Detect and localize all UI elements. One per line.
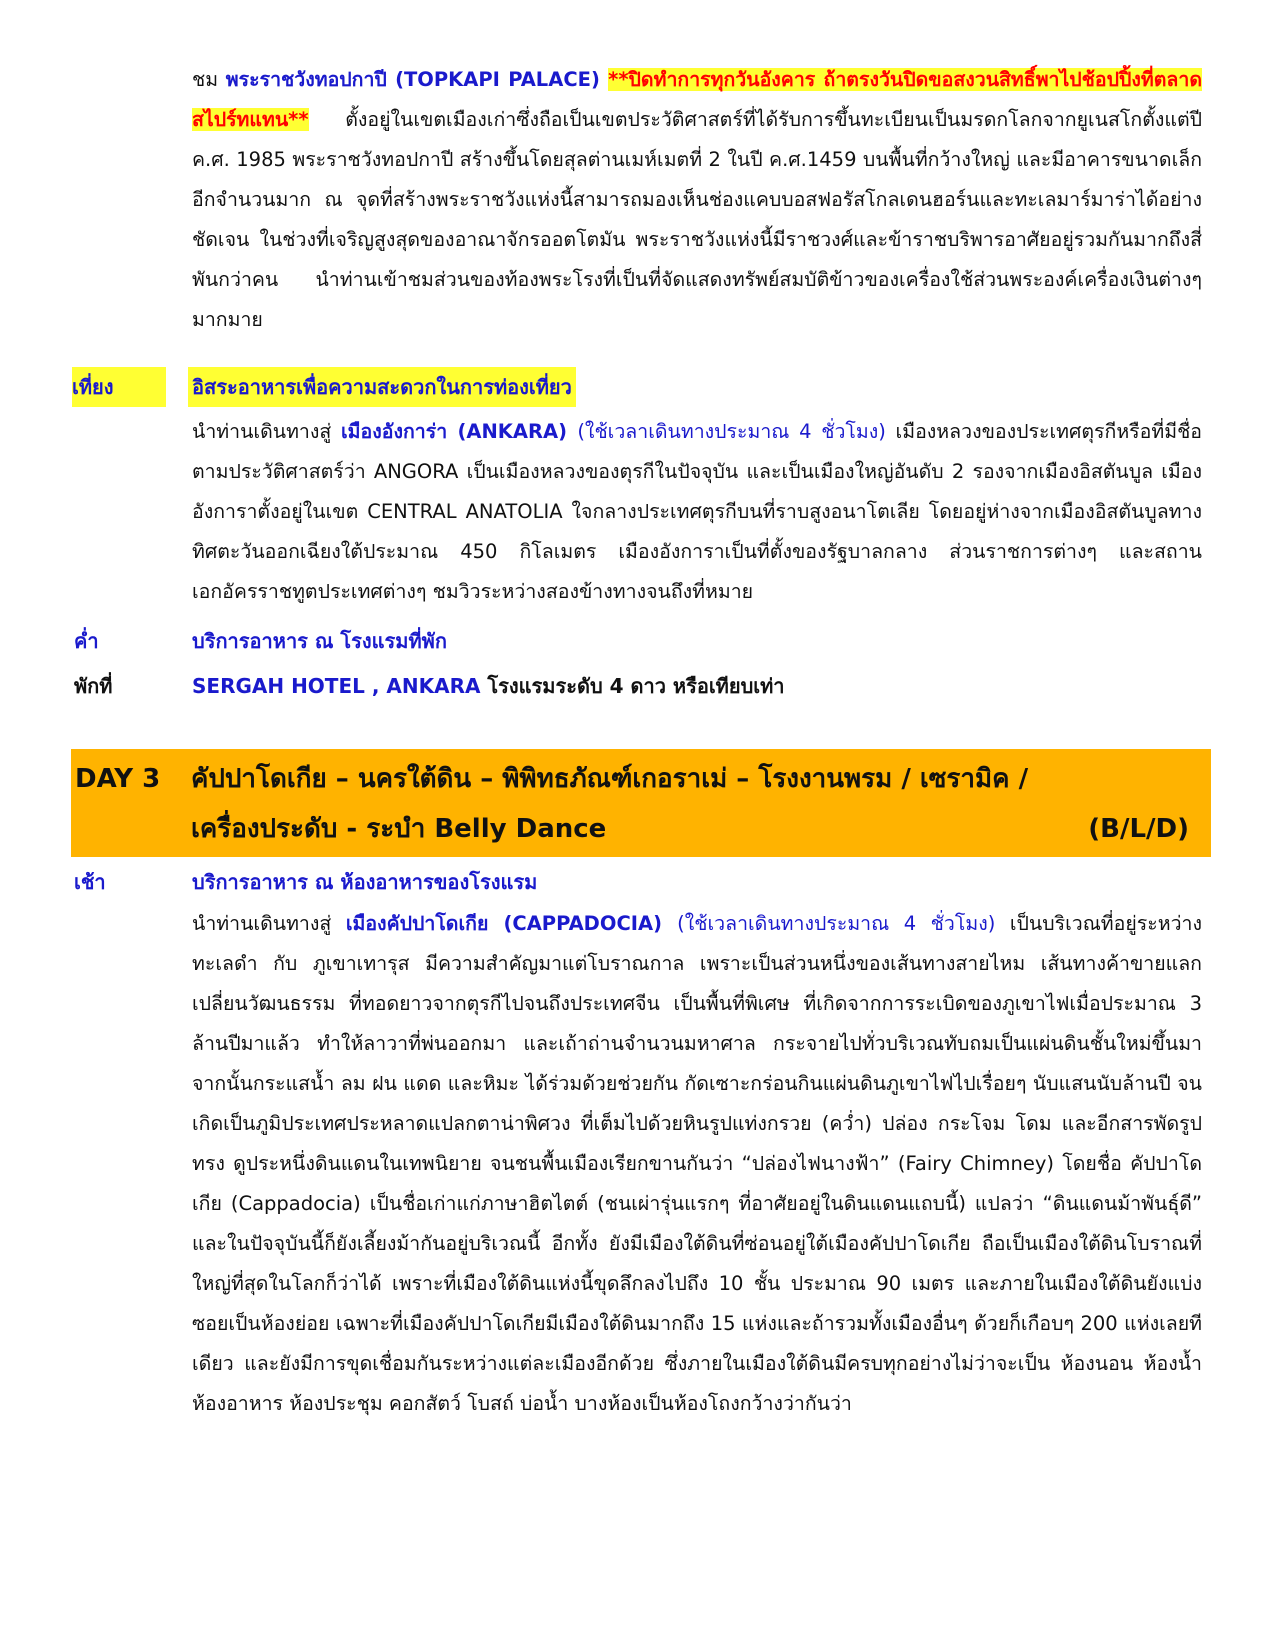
ankara-place-name: เมืองอังการ่า (ANKARA) — [341, 420, 578, 443]
ankara-paragraph — [192, 412, 1202, 612]
day3-meals: (B/L/D) — [1088, 814, 1189, 844]
hotel-name: SERGAH HOTEL , ANKARA — [192, 674, 481, 698]
day3-banner — [71, 749, 1211, 857]
day3-title-line1: คัปปาโดเกีย – นครใต้ดิน – พิพิทธภัณฑ์เกอราเม่ – โรงงานพรม / เซรามิค / — [191, 764, 1029, 794]
lunch-label: เที่ยง — [72, 367, 166, 407]
lunch-row — [72, 367, 1212, 407]
day3-number: DAY 3 — [75, 764, 161, 794]
hotel-rating: โรงแรมระดับ 4 ดาว หรือเทียบเท่า — [480, 674, 785, 698]
stay-text — [192, 666, 785, 706]
breakfast-label: เช้า — [74, 870, 106, 894]
breakfast-text: บริการอาหาร ณ ห้องอาหารของโรงแรม — [192, 870, 538, 894]
topkapi-paragraph — [192, 60, 1202, 340]
cappadocia-description: เป็นบริเวณที่อยู่ระหว่าง ทะเลดำ กับ ภูเขาเทารุส มีความสำคัญมาแต่โบราณกาล เพราะเป็นส่วนหนึ่งของเส้นทางสายไหม เส้นทางค้าขายแลกเปลี่ยนวัฒนธรรม ที่ทอดยาวจากตุรกีไปจนถึงประเทศจีน เป็นพื้นที่พิเศษ ที่เกิดจากการระเบิดของภูเขาไฟเมื่อประมาณ 3 ล้านปีมาแล้ว ทำให้ลาวาที่พ่นออกมา และเถ้าถ่านจำนวนมหาศาล กระจายไปทั่วบริเวณทับถมเป็นแผ่นดินชั้นใหม่ขึ้นมาจากนั้นกระแสน้ำ ลม ฝน แดด และหิมะ ได้ร่วมด้วยช่วยกัน กัดเซาะกร่อนกินแผ่นดินภูเขาไฟไปเรื่อยๆ นับแสนนับล้านปี จนเกิดเป็นภูมิประเทศประหลาดแปลกตาน่าพิศวง ที่เต็มไปด้วยหินรูปแท่งกรวย (คว่ำ) ปล่อง กระโจม โดม และอีกสารพัดรูปทรง ดูประหนึ่งดินแดนในเทพนิยาย จนชนพื้นเมืองเรียกขานกันว่า “ปล่องไฟนางฟ้า” (Fairy Chimney) โดยชื่อ คัปปาโดเกีย (Cappadocia) เป็นชื่อเก่าแก่ภาษาฮิตไตต์ (ชนเผ่ารุ่นแรกๆ ที่อาศัยอยู่ในดินแดนแถบนี้) แปลว่า “ดินแดนม้าพันธุ์ดี” และในปัจจุบันนี้ก็ยังเลี้ยงม้ากันอยู่บริเวณนี้ อีกทั้ง ยังมีเมืองใต้ดินที่ซ่อนอยู่ใต้เมืองคัปปาโดเกีย ถือเป็นเมืองใต้ดินโบราณที่ใหญ่ที่สุดในโลกก็ว่าได้ เพราะที่เมืองใต้ดินแห่งนี้ขุดลึกลงไปถึง 10 ชั้น ประมาณ 90 เมตร และภายในเมืองใต้ดินยังแบ่งซอยเป็นห้องย่อย เฉพาะที่เมืองคัปปาโดเกียมีเมืองใต้ดินมากถึง 15 แห่งและถ้ารวมทั้งเมืองอื่นๆ ด้วยก็เกือบๆ 200 แห่งเลยทีเดียว และยังมีการขุดเชื่อมกันระหว่างแต่ละเมืองอีกด้วย ซึ่งภายในเมืองใต้ดินมีครบทุกอย่างไม่ว่าจะเป็น ห้องนอน ห้องน้ำ ห้องอาหาร ห้องประชุม คอกสัตว์ โบสถ์ บ่อน้ำ บางห้องเป็นห้องโถงกว้างว่ากันว่า — [192, 912, 1202, 1415]
topkapi-place-name: พระราชวังทอปกาปี (TOPKAPI PALACE) — [225, 68, 609, 91]
breakfast-row — [72, 862, 1212, 902]
ankara-travel-time: (ใช้เวลาเดินทางประมาณ 4 ชั่วโมง) — [577, 420, 886, 443]
dinner-row — [72, 621, 1212, 661]
cappadocia-prefix: นำท่านเดินทางสู่ — [192, 912, 346, 935]
dinner-label: ค่ำ — [74, 629, 99, 653]
ankara-description: เมืองหลวงของประเทศตุรกีหรือที่มีชื่อตามประวัติศาสตร์ว่า ANGORA เป็นเมืองหลวงของตุรกีในปัจจุบัน และเป็นเมืองใหญ่อันดับ 2 รองจากเมืองอิสตันบูล เมืองอังการาตั้งอยู่ในเขต CENTRAL ANATOLIA ใจกลางประเทศตุรกีบนที่ราบสูงอนาโตเลีย โดยอยู่ห่างจากเมืองอิสตันบูลทางทิศตะวันออกเฉียงใต้ประมาณ 450 กิโลเมตร เมืองอังการาเป็นที่ตั้งของรัฐบาลกลาง ส่วนราชการต่างๆ และสถานเอกอัครราชทูตประเทศต่างๆ ชมวิวระหว่างสองข้างทางจนถึงที่หมาย — [192, 420, 1203, 603]
lunch-text: อิสระอาหารเพื่อความสะดวกในการท่องเที่ยว — [188, 367, 576, 407]
ankara-prefix: นำท่านเดินทางสู่ — [192, 420, 342, 443]
stay-row — [72, 666, 1212, 706]
cappadocia-paragraph — [192, 904, 1202, 1424]
stay-label: พักที่ — [74, 674, 113, 698]
dinner-text: บริการอาหาร ณ โรงแรมที่พัก — [192, 629, 447, 653]
day3-title-line2: เครื่องประดับ - ระบำ Belly Dance — [191, 814, 607, 844]
cappadocia-travel-time: (ใช้เวลาเดินทางประมาณ 4 ชั่วโมง) — [677, 912, 996, 935]
topkapi-description: ตั้งอยู่ในเขตเมืองเก่าซึ่งถือเป็นเขตประวัติศาสตร์ที่ได้รับการขึ้นทะเบียนเป็นมรดกโลกจากยูเนสโกตั้งแต่ปี ค.ศ. 1985 พระราชวังทอปกาปี สร้างขึ้นโดยสุลต่านเมห์เมตที่ 2 ในปี ค.ศ.1459 บนพื้นที่กว้างใหญ่ และมีอาคารขนาดเล็กอีกจำนวนมาก ณ จุดที่สร้างพระราชวังแห่งนี้สามารถมองเห็นช่องแคบบอสฟอรัสโกลเดนฮอร์นและทะเลมาร์มาร่าได้อย่างชัดเจน ในช่วงที่เจริญสูงสุดของอาณาจักรออตโตมัน พระราชวังแห่งนี้มีราชวงศ์และข้าราชบริพารอาศัยอยู่รวมกันมากถึงสี่พันกว่าคน นำท่านเข้าชมส่วนของท้องพระโรงที่เป็นที่จัดแสดงทรัพย์สมบัติข้าวของเครื่องใช้ส่วนพระองค์เครื่องเงินต่างๆ มากมาย — [192, 108, 1202, 331]
cappadocia-place-name: เมืองคัปปาโดเกีย (CAPPADOCIA) — [345, 912, 678, 935]
closure-warning: **ปิดทำการทุกวันอังคาร ถ้าตรงวันปิดขอสงวนสิทธิ์พาไปช้อปปิ้งที่ตลาดสไปร์ทแทน** — [192, 68, 1202, 131]
topkapi-prefix: ชม — [192, 68, 226, 91]
